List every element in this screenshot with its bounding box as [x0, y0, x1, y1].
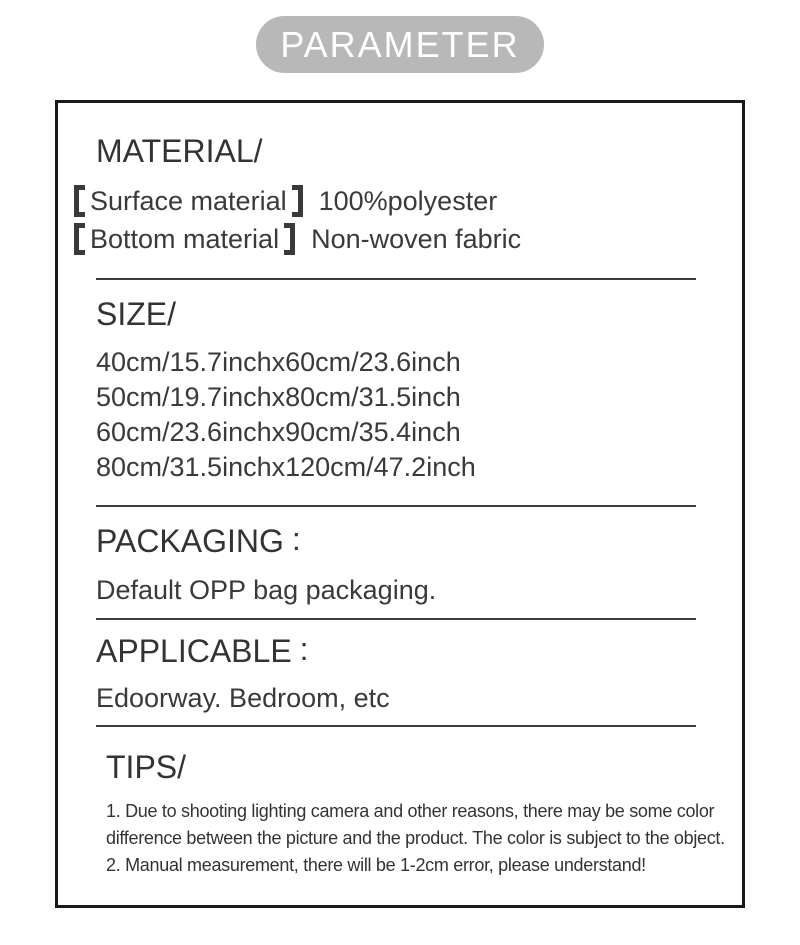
spec-panel — [55, 100, 745, 908]
page-title: PARAMETER — [280, 23, 520, 65]
packaging-heading-colon: : — [291, 521, 301, 557]
packaging-heading-label: PACKAGING — [96, 523, 284, 559]
material-row-value: 100%polyester — [318, 185, 498, 216]
tips-heading: TIPS/ — [106, 749, 187, 785]
material-row-label: Bottom material — [90, 223, 280, 254]
material-row-value: Non-woven fabric — [311, 223, 522, 254]
parameter-header-pill — [256, 16, 544, 73]
tip-line: 2. Manual measurement, there will be 1-2cm error, please understand! — [106, 855, 646, 875]
tips-lines — [96, 798, 725, 879]
tip-line: difference between the picture and the product. The color is subject to the object. — [106, 828, 725, 848]
section-divider — [96, 725, 696, 727]
section-divider — [96, 618, 696, 620]
packaging-heading — [96, 523, 696, 560]
applicable-heading-colon: : — [299, 631, 309, 667]
lenticular-bracket-close-icon — [284, 223, 295, 255]
size-row: 50cm/19.7inchx80cm/31.5inch — [96, 382, 461, 412]
section-divider — [96, 278, 696, 280]
lenticular-bracket-open-icon — [74, 185, 85, 217]
lenticular-bracket-close-icon — [292, 185, 303, 217]
material-row-surface — [74, 182, 696, 220]
material-row-label: Surface material — [90, 185, 287, 216]
material-row-bottom — [74, 220, 696, 258]
lenticular-bracket-open-icon — [74, 223, 85, 255]
applicable-heading — [96, 633, 696, 670]
size-heading: SIZE/ — [96, 296, 177, 332]
size-row: 40cm/15.7inchx60cm/23.6inch — [96, 347, 461, 377]
applicable-heading-label: APPLICABLE — [96, 633, 292, 669]
tip-line: 1. Due to shooting lighting camera and other reasons, there may be some color — [106, 801, 715, 821]
section-divider — [96, 505, 696, 507]
packaging-body: Default OPP bag packaging. — [96, 575, 437, 605]
applicable-body: Edoorway. Bedroom, etc — [96, 683, 390, 713]
size-row: 80cm/31.5inchx120cm/47.2inch — [96, 452, 476, 482]
size-rows — [96, 345, 696, 485]
material-rows — [74, 182, 696, 258]
size-row: 60cm/23.6inchx90cm/35.4inch — [96, 417, 461, 447]
material-heading: MATERIAL/ — [96, 133, 263, 169]
